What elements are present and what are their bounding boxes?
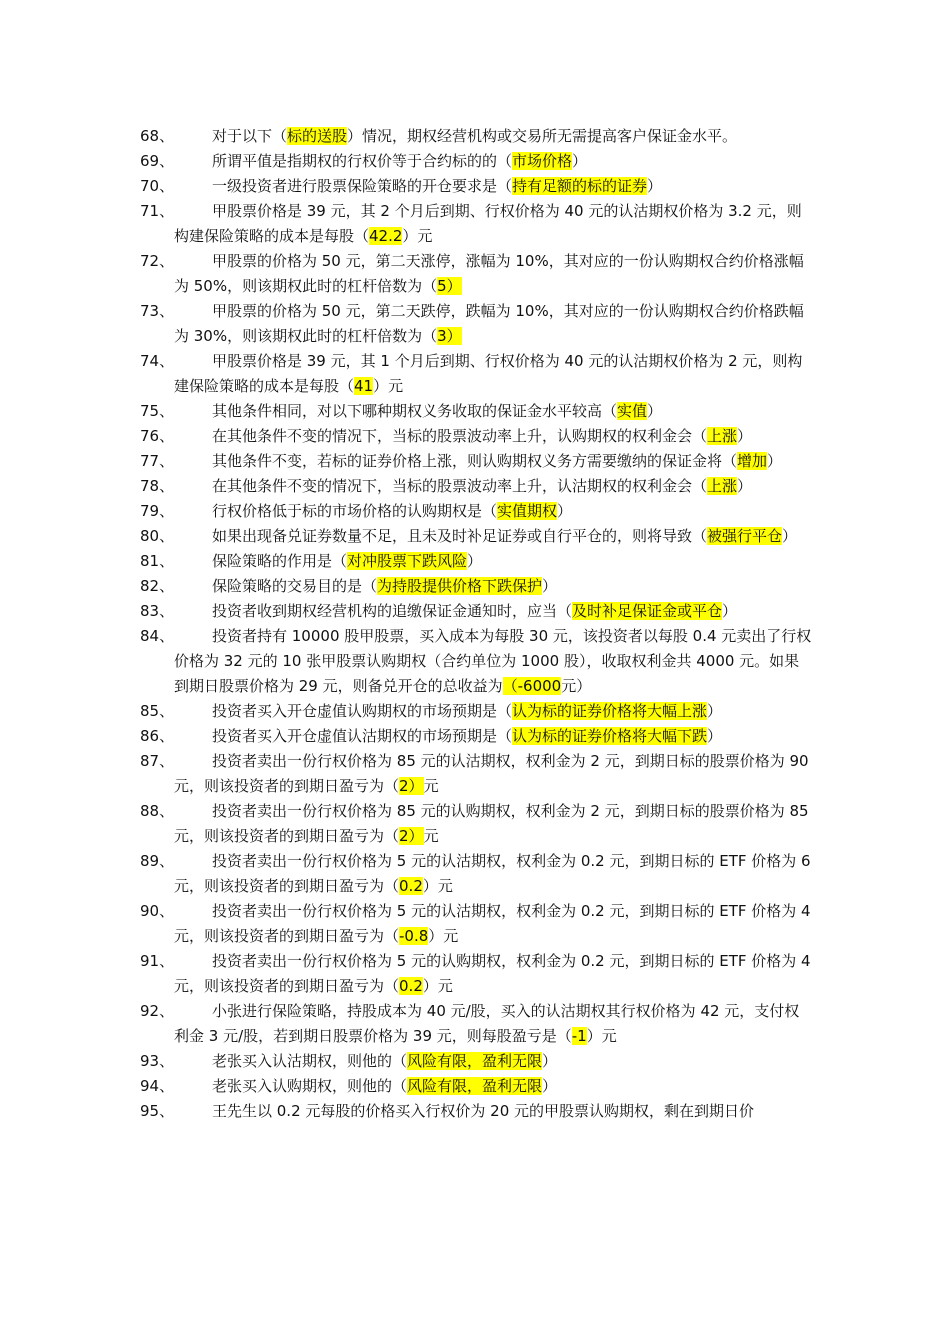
question-item	[140, 124, 812, 149]
question-tail: ）	[737, 427, 753, 445]
question-number: 71、	[140, 202, 175, 220]
question-item	[140, 999, 812, 1049]
question-stem: 保险策略的作用是（	[212, 552, 348, 570]
question-tail: ）	[542, 577, 558, 595]
highlighted-answer: 风险有限，盈利无限	[407, 1077, 543, 1095]
question-tail: 元）	[561, 677, 592, 695]
question-item	[140, 249, 812, 299]
question-tail: ）元	[402, 227, 433, 245]
question-tail: ）	[557, 502, 573, 520]
question-text	[174, 1074, 812, 1099]
question-stem: 投资者卖出一份行权价格为 85 元的认购期权，权利金为 2 元，到期日标的股票价格为 85 元，则该投资者的到期日盈亏为（	[174, 802, 809, 845]
question-tail: ）元	[373, 377, 404, 395]
highlighted-answer: 2）	[399, 827, 424, 845]
question-stem: 在其他条件不变的情况下，当标的股票波动率上升，认购期权的权利金会（	[212, 427, 708, 445]
question-stem: 投资者买入开仓虚值认沽期权的市场预期是（	[212, 727, 513, 745]
question-tail: ）元	[586, 1027, 617, 1045]
question-text	[174, 474, 812, 499]
highlighted-answer: 5）	[437, 277, 462, 295]
question-text	[174, 174, 812, 199]
question-text	[174, 149, 812, 174]
question-item	[140, 1049, 812, 1074]
question-stem: 所谓平值是指期权的行权价等于合约标的的（	[212, 152, 513, 170]
question-item	[140, 799, 812, 849]
question-number: 72、	[140, 252, 175, 270]
question-tail: ）	[782, 527, 798, 545]
question-tail: ）元	[428, 927, 459, 945]
question-stem: 甲股票的价格为 50 元，第二天涨停，涨幅为 10%，其对应的一份认购期权合约价格涨幅为 50%，则该期权此时的杠杆倍数为（	[174, 252, 804, 295]
question-number: 95、	[140, 1102, 175, 1120]
question-tail: ）	[707, 727, 723, 745]
question-stem: 老张买入认沽期权，则他的（	[212, 1052, 408, 1070]
question-text	[174, 699, 812, 724]
question-number: 76、	[140, 427, 175, 445]
highlighted-answer: 被强行平仓	[707, 527, 783, 545]
question-item	[140, 399, 812, 424]
question-stem: 投资者持有 10000 股甲股票，买入成本为每股 30 元，该投资者以每股 0.4 元卖出了行权价格为 32 元的 10 张甲股票认购期权（合约单位为 1000 股），收取权利金共 4000 元。如果到期日股票价格为 29 元，则备兑开仓的总收益为	[174, 627, 812, 695]
question-item	[140, 749, 812, 799]
question-item	[140, 1074, 812, 1099]
question-tail: ）元	[422, 877, 453, 895]
question-number: 83、	[140, 602, 175, 620]
question-stem: 其他条件相同，对以下哪种期权义务收取的保证金水平较高（	[212, 402, 618, 420]
question-text	[174, 724, 812, 749]
question-number: 70、	[140, 177, 175, 195]
question-tail: ）	[737, 477, 753, 495]
question-stem: 甲股票价格是 39 元，其 1 个月后到期、行权价格为 40 元的认沽期权价格为 2 元，则构建保险策略的成本是每股（	[174, 352, 803, 395]
highlighted-answer: 风险有限，盈利无限	[407, 1052, 543, 1070]
highlighted-answer: -0.8	[399, 927, 429, 945]
question-stem: 行权价格低于标的市场价格的认购期权是（	[212, 502, 498, 520]
question-number: 74、	[140, 352, 175, 370]
highlighted-answer: 上涨	[707, 477, 738, 495]
question-item	[140, 724, 812, 749]
question-number: 91、	[140, 952, 175, 970]
highlighted-answer: 42.2	[369, 227, 403, 245]
question-number: 68、	[140, 127, 175, 145]
question-item	[140, 1099, 812, 1124]
question-stem: 投资者收到期权经营机构的追缴保证金通知时，应当（	[212, 602, 573, 620]
question-number: 94、	[140, 1077, 175, 1095]
question-item	[140, 599, 812, 624]
question-text	[174, 1099, 812, 1124]
question-number: 79、	[140, 502, 175, 520]
question-stem: 对于以下（	[212, 127, 288, 145]
highlighted-answer: 增加	[737, 452, 768, 470]
highlighted-answer: 及时补足保证金或平仓	[572, 602, 723, 620]
question-text	[174, 449, 812, 474]
question-number: 75、	[140, 402, 175, 420]
question-text	[174, 574, 812, 599]
question-tail: ）	[542, 1052, 558, 1070]
question-item	[140, 299, 812, 349]
question-number: 80、	[140, 527, 175, 545]
question-item	[140, 474, 812, 499]
question-text	[174, 349, 812, 399]
question-item	[140, 349, 812, 399]
highlighted-answer: 市场价格	[512, 152, 573, 170]
highlighted-answer: 41	[354, 377, 374, 395]
question-text	[174, 124, 812, 149]
highlighted-answer: 认为标的证券价格将大幅上涨	[512, 702, 708, 720]
question-item	[140, 899, 812, 949]
question-text	[174, 249, 812, 299]
highlighted-answer: 对冲股票下跌风险	[347, 552, 468, 570]
question-stem: 投资者卖出一份行权价格为 85 元的认沽期权，权利金为 2 元，到期日标的股票价格为 90 元，则该投资者的到期日盈亏为（	[174, 752, 809, 795]
question-text	[174, 624, 812, 699]
question-tail: ）	[722, 602, 738, 620]
highlighted-answer: 持有足额的标的证券	[512, 177, 648, 195]
question-item	[140, 449, 812, 474]
highlighted-answer: 2）	[399, 777, 424, 795]
question-tail: ）	[467, 552, 483, 570]
question-number: 85、	[140, 702, 175, 720]
question-stem: 投资者卖出一份行权价格为 5 元的认沽期权，权利金为 0.2 元，到期日标的 ETF 价格为 6 元，则该投资者的到期日盈亏为（	[174, 852, 811, 895]
question-list	[140, 124, 812, 1124]
question-number: 84、	[140, 627, 175, 645]
question-item	[140, 574, 812, 599]
question-text	[174, 299, 812, 349]
highlighted-answer: 为持股提供价格下跌保护	[377, 577, 543, 595]
highlighted-answer: 标的送股	[287, 127, 348, 145]
question-text	[174, 499, 812, 524]
question-stem: 投资者卖出一份行权价格为 5 元的认购期权，权利金为 0.2 元，到期日标的 ETF 价格为 4 元，则该投资者的到期日盈亏为（	[174, 952, 811, 995]
highlighted-answer: 上涨	[707, 427, 738, 445]
question-tail: ）	[767, 452, 783, 470]
question-item	[140, 149, 812, 174]
question-number: 78、	[140, 477, 175, 495]
question-text	[174, 799, 812, 849]
question-tail: ）	[572, 152, 588, 170]
question-number: 90、	[140, 902, 175, 920]
question-tail: ）元	[422, 977, 453, 995]
question-number: 69、	[140, 152, 175, 170]
question-text	[174, 424, 812, 449]
question-item	[140, 699, 812, 724]
question-stem: 如果出现备兑证券数量不足，且未及时补足证券或自行平仓的，则将导致（	[212, 527, 708, 545]
question-text	[174, 749, 812, 799]
highlighted-answer: 0.2	[399, 977, 423, 995]
question-stem: 一级投资者进行股票保险策略的开仓要求是（	[212, 177, 513, 195]
question-number: 82、	[140, 577, 175, 595]
question-stem: 保险策略的交易目的是（	[212, 577, 378, 595]
question-stem: 投资者卖出一份行权价格为 5 元的认沽期权，权利金为 0.2 元，到期日标的 ETF 价格为 4 元，则该投资者的到期日盈亏为（	[174, 902, 811, 945]
question-tail: ）	[647, 177, 663, 195]
highlighted-answer: -1	[571, 1027, 587, 1045]
question-tail: ）	[707, 702, 723, 720]
question-number: 73、	[140, 302, 175, 320]
highlighted-answer: 实值	[617, 402, 648, 420]
highlighted-answer: 实值期权	[497, 502, 558, 520]
question-stem: 甲股票的价格为 50 元，第二天跌停，跌幅为 10%，其对应的一份认购期权合约价格跌幅为 30%，则该期权此时的杠杆倍数为（	[174, 302, 804, 345]
question-item	[140, 199, 812, 249]
question-item	[140, 949, 812, 999]
question-number: 77、	[140, 452, 175, 470]
question-item	[140, 624, 812, 699]
question-number: 87、	[140, 752, 175, 770]
question-text	[174, 399, 812, 424]
question-tail: ）情况，期权经营机构或交易所无需提高客户保证金水平。	[347, 127, 738, 145]
question-text	[174, 1049, 812, 1074]
question-text	[174, 849, 812, 899]
question-text	[174, 524, 812, 549]
question-item	[140, 499, 812, 524]
question-number: 93、	[140, 1052, 175, 1070]
question-item	[140, 424, 812, 449]
question-tail: ）	[647, 402, 663, 420]
question-tail: 元	[423, 827, 439, 845]
question-stem: 其他条件不变，若标的证券价格上涨，则认购期权义务方需要缴纳的保证金将（	[212, 452, 738, 470]
highlighted-answer: 0.2	[399, 877, 423, 895]
question-stem: 在其他条件不变的情况下，当标的股票波动率上升，认沽期权的权利金会（	[212, 477, 708, 495]
question-item	[140, 524, 812, 549]
question-tail: 元	[423, 777, 439, 795]
question-text	[174, 949, 812, 999]
question-number: 89、	[140, 852, 175, 870]
question-stem: 老张买入认购期权，则他的（	[212, 1077, 408, 1095]
highlighted-answer: 3）	[437, 327, 462, 345]
question-text	[174, 199, 812, 249]
question-text	[174, 549, 812, 574]
question-text	[174, 999, 812, 1049]
question-text	[174, 899, 812, 949]
question-item	[140, 549, 812, 574]
question-number: 88、	[140, 802, 175, 820]
question-number: 81、	[140, 552, 175, 570]
question-item	[140, 849, 812, 899]
question-number: 86、	[140, 727, 175, 745]
question-tail: ）	[542, 1077, 558, 1095]
highlighted-answer: （-6000	[502, 677, 562, 695]
question-stem: 投资者买入开仓虚值认购期权的市场预期是（	[212, 702, 513, 720]
question-stem: 王先生以 0.2 元每股的价格买入行权价为 20 元的甲股票认购期权，剩在到期日价	[212, 1102, 755, 1120]
question-text	[174, 599, 812, 624]
highlighted-answer: 认为标的证券价格将大幅下跌	[512, 727, 708, 745]
question-stem: 小张进行保险策略，持股成本为 40 元/股，买入的认沽期权其行权价格为 42 元，支付权利金 3 元/股，若到期日股票价格为 39 元，则每股盈亏是（	[174, 1002, 800, 1045]
question-stem: 甲股票价格是 39 元，其 2 个月后到期、行权价格为 40 元的认沽期权价格为 3.2 元，则构建保险策略的成本是每股（	[174, 202, 802, 245]
question-number: 92、	[140, 1002, 175, 1020]
question-item	[140, 174, 812, 199]
